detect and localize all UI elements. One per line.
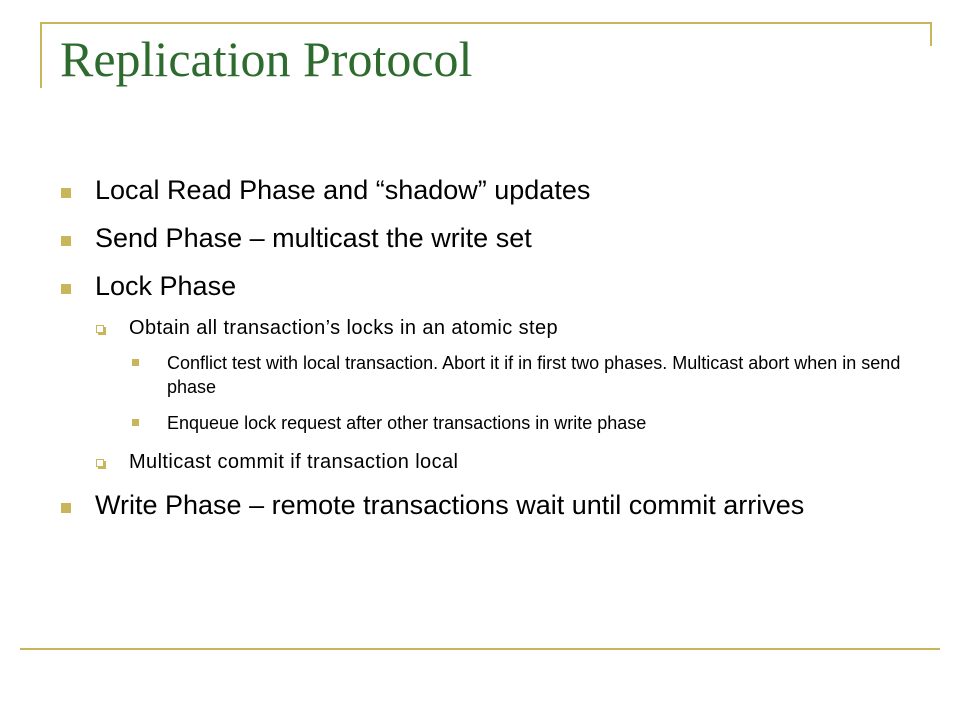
sub-sub-bullet-conflict-test: [131, 351, 905, 399]
hollow-square-bullet-icon: [96, 325, 104, 333]
filled-square-bullet-icon: [61, 188, 71, 198]
bullet-text: Local Read Phase and “shadow” updates: [95, 175, 591, 205]
filled-square-bullet-icon: [61, 236, 71, 246]
bullet-list: [60, 174, 905, 537]
small-filled-square-bullet-icon: [132, 359, 139, 366]
sub-bullet-obtain-locks: [95, 315, 905, 341]
filled-square-bullet-icon: [61, 284, 71, 294]
bullet-local-read-phase: [60, 174, 905, 207]
bullet-text: Enqueue lock request after other transactions in write phase: [167, 413, 647, 433]
bullet-write-phase: [60, 489, 905, 522]
filled-square-bullet-icon: [61, 503, 71, 513]
frame-top-rule: [40, 22, 932, 24]
slide-title: Replication Protocol: [60, 31, 473, 87]
bullet-text: Obtain all transaction’s locks in an atomic step: [129, 317, 559, 339]
frame-left-rule: [40, 22, 42, 88]
frame-bottom-rule: [20, 648, 940, 650]
bullet-text: Write Phase – remote transactions wait until commit arrives: [95, 490, 805, 520]
bullet-lock-phase: [60, 270, 905, 303]
sub-bullet-multicast-commit: [95, 449, 905, 475]
bullet-send-phase: [60, 222, 905, 255]
sub-sub-bullet-enqueue-lock: [131, 411, 905, 435]
bullet-text: Lock Phase: [95, 271, 237, 301]
frame-right-rule: [930, 22, 932, 46]
small-filled-square-bullet-icon: [132, 419, 139, 426]
hollow-square-bullet-icon: [96, 459, 104, 467]
bullet-text: Conflict test with local transaction. Abort it if in first two phases. Multicast abort when in send phase: [167, 353, 901, 397]
bullet-text: Multicast commit if transaction local: [129, 451, 459, 473]
bullet-text: Send Phase – multicast the write set: [95, 223, 532, 253]
